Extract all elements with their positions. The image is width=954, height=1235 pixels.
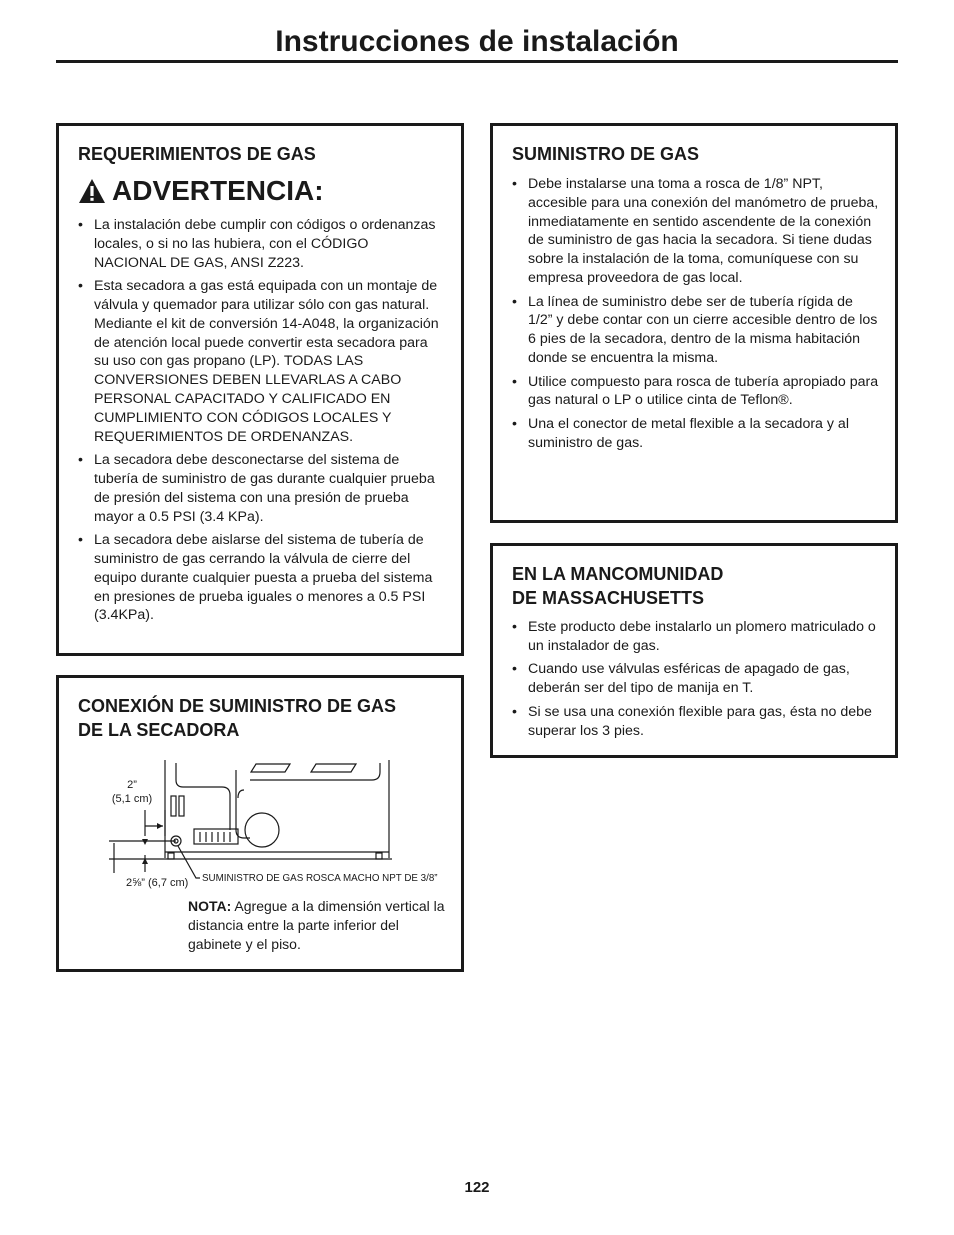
list-item: • Esta secadora a gas está equipada con un montaje de válvula y quemador para utilizar sólo con gas natural. Mediante el kit de conversión 14-A048, la organización de atención local puede convertir esta secadora para su uso con gas propano (LP). TODAS LAS CONVERSIONES DEBEN LLEVARLAS A CABO PERSONAL CAPACITADO Y CALIFICADO EN CUMPLIMIENTO CON CÓDIGOS LOCALES Y REQUERIMIENTOS DE ORDENANZAS. <box>78 277 443 446</box>
list-item: • Debe instalarse una toma a rosca de 1/8” NPT, accesible para una conexión del manómetro de prueba, inmediatamente en sentido ascendente de la conexión de suministro de gas hacia la secadora. Si tiene dudas sobre la instalación de la toma, comuníquese con su empresa proveedora de gas local. <box>512 175 879 288</box>
list-item: • Si se usa una conexión flexible para gas, ésta no debe superar los 3 pies. <box>512 703 879 741</box>
list-item: • La instalación debe cumplir con códigos o ordenanzas locales, o si no las hubiera, con el CÓDIGO NACIONAL DE GAS, ANSI Z223. <box>78 216 443 272</box>
dryer-connection-heading-line2: DE LA SECADORA <box>78 720 240 740</box>
dryer-connection-heading-line1: CONEXIÓN DE SUMINISTRO DE GAS <box>78 696 397 716</box>
list-item: • La secadora debe aislarse del sistema de tubería de suministro de gas cerrando la válvula de cierre del equipo durante cualquier puesta a prueba del sistema en presiones de prueba iguales o menores a 0.5 PSI (3.4KPa). <box>78 531 443 625</box>
massachusetts-heading-line2: DE MASSACHUSETTS <box>512 588 705 608</box>
list-item: • La línea de suministro debe ser de tubería rígida de 1/2” y debe contar con un cierre accesible dentro de los 6 pies de la secadora, dentro de la misma habitación donde se encuentra la misma. <box>512 293 879 368</box>
gas-requirements-heading: REQUERIMIENTOS DE GAS <box>78 144 316 164</box>
warning-label: ADVERTENCIA: <box>112 175 324 206</box>
dimension-bottom-label: 2⅝” (6,7 cm) <box>126 877 189 889</box>
dimension-top-value: 2” <box>127 779 137 791</box>
dimension-top-metric: (5,1 cm) <box>111 793 153 805</box>
dimension-top-label <box>108 778 156 806</box>
list-item: • Utilice compuesto para rosca de tubería apropiado para gas natural o LP o utilice cinta de Teflon®. <box>512 373 879 411</box>
list-item: • Este producto debe instalarlo un plomero matriculado o un instalador de gas. <box>512 618 879 656</box>
page-number: 122 <box>464 1179 490 1196</box>
list-item: • Cuando use válvulas esféricas de apagado de gas, deberán ser del tipo de manija en T. <box>512 660 879 698</box>
note <box>188 897 450 954</box>
connector-label: SUMINISTRO DE GAS ROSCA MACHO NPT DE 3/8” <box>202 873 438 884</box>
list-item: • La secadora debe desconectarse del sistema de tubería de suministro de gas durante cualquier prueba de presión del sistema con una presión de prueba mayor a 0.5 PSI (3.4 KPa). <box>78 451 443 526</box>
gas-supply-heading: SUMINISTRO DE GAS <box>512 144 700 164</box>
note-text: Agregue a la dimensión vertical la distancia entre la parte inferior del gabinete y el piso. <box>188 898 445 952</box>
list-item: • Una el conector de metal flexible a la secadora y al suministro de gas. <box>512 415 879 453</box>
note-label: NOTA: <box>188 898 232 914</box>
massachusetts-heading-line1: EN LA MANCOMUNIDAD <box>512 564 724 584</box>
page-title: Instrucciones de instalación <box>275 25 679 58</box>
